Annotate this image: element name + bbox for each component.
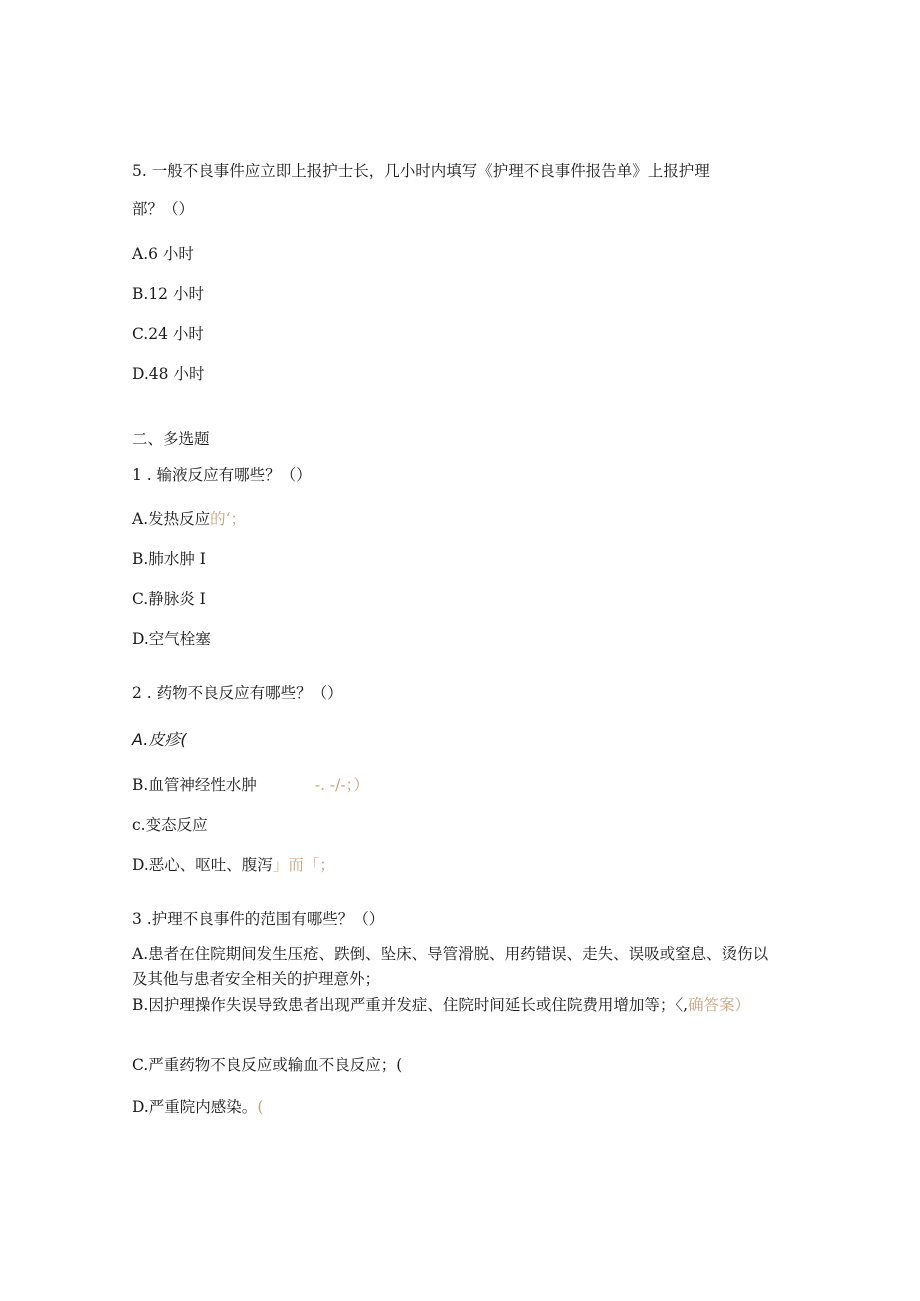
q5-option-b: B.12 小时: [132, 285, 204, 303]
m2-option-d: [132, 854, 335, 876]
m3-option-a: A.患者在住院期间发生压疮、跌倒、坠床、导管滑脱、用药错误、走失、误吸或窒息、烫伤以及其他与患者安全相关的护理意外；: [132, 945, 769, 988]
m2-option-c: c.变态反应: [132, 816, 208, 834]
m1-option-a-mark: 的‘；: [210, 510, 247, 528]
m1-option-d: D.空气栓塞: [132, 630, 211, 648]
m3-option-b-mark: 确答案）: [688, 996, 751, 1014]
m1-option-a: [132, 508, 246, 530]
m3-stem: 3 .护理不良事件的范围有哪些？（）: [132, 910, 385, 928]
m1-option-b: B.肺水肿 I: [132, 550, 206, 568]
m1-option-c: C.静脉炎 I: [132, 590, 206, 608]
q5-option-d: D.48 小时: [132, 365, 205, 383]
q5-option-c: C.24 小时: [132, 325, 204, 343]
q5-stem-line2: 部？（）: [132, 200, 195, 218]
q5-stem-line1: 5. 一般不良事件应立即上报护士长，几小时内填写《护理不良事件报告单》上报护理: [132, 162, 710, 180]
m2-option-d-text: D.恶心、呕吐、腹泻: [132, 856, 273, 874]
m1-option-a-text: A.发热反应: [132, 510, 211, 528]
m2-option-b: [132, 774, 369, 796]
m2-stem: 2 . 药物不良反应有哪些？（）: [132, 684, 343, 702]
section-title-multiple-choice: 二、多选题: [132, 430, 210, 448]
m2-option-d-mark: 」而「；: [272, 856, 335, 874]
m1-stem: 1 . 输液反应有哪些？（）: [132, 466, 312, 484]
m3-option-b-text: B.因护理操作失误导致患者出现严重并发症、住院时间延长或住院费用增加等；〈,: [132, 996, 688, 1014]
m3-option-c: C.严重药物不良反应或输血不良反应；(: [132, 1056, 403, 1074]
m3-option-d-text: D.严重院内感染。: [132, 1098, 258, 1116]
m3-option-b: [132, 993, 780, 1018]
m2-option-a: A.皮疹(: [132, 730, 187, 749]
m3-option-d: [132, 1096, 263, 1118]
m2-option-b-mark: -. -/-；）: [314, 776, 369, 794]
m3-option-d-mark: (: [257, 1098, 264, 1116]
m2-option-b-text: B.血管神经性水肿: [132, 776, 257, 794]
q5-option-a: A.6 小时: [132, 245, 194, 263]
